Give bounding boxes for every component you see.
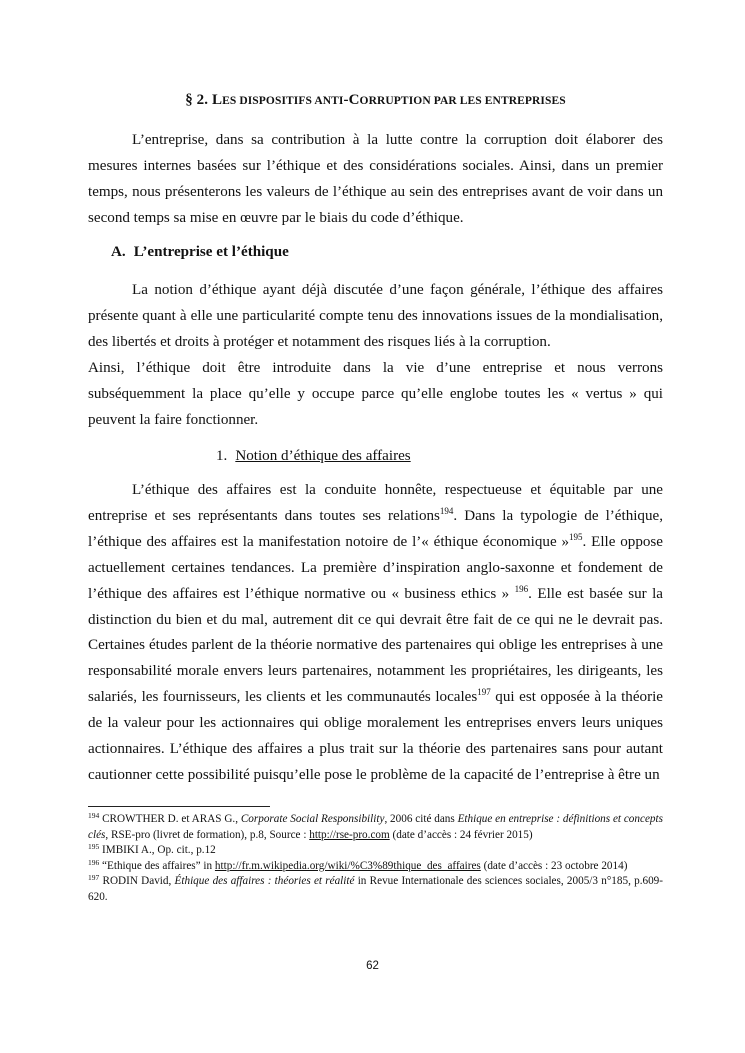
footnote-ref-194[interactable]: 194	[439, 505, 454, 516]
footnote-196-text-b: (date d’accès : 23 octobre 2014)	[480, 859, 628, 872]
footnote-ref-195[interactable]: 195	[569, 531, 583, 542]
footnote-196-link[interactable]: http://fr.m.wikipedia.org/wiki/%C3%89thique_des_affaires	[214, 859, 481, 872]
intro-block	[88, 128, 663, 232]
footnote-194-number: 194	[88, 811, 100, 820]
part-a-block	[88, 278, 663, 433]
footnote-separator	[88, 806, 270, 807]
part-1-paragraph	[88, 478, 663, 789]
part-1-text-4: . Elle est basée sur la distinction du bien et du mal, autrement dit ce qui devrait être fait de ce qui ne le devrait pas. Certaines études parlent de la théorie normative des partenaires qui oblige les entreprises à une responsabilité morale envers leurs partenaires, notamment les propriétaires, les dirigeants, les salariés, les fournisseurs, les clients et les communautés locales	[88, 585, 663, 706]
footnote-195-number: 195	[88, 842, 100, 852]
footnote-197-title: Éthique des affaires : théories et réalité	[174, 875, 355, 888]
footnote-ref-197[interactable]: 197	[477, 687, 491, 698]
part-a-paragraph-1: La notion d’éthique ayant déjà discutée d’une façon générale, l’éthique des affaires présente quant à elle une particularité compte tenu des innovations issues de la mondialisation, des libertés et droits à protéger et notamment des risques liés à la corruption.	[88, 282, 663, 350]
subsection-1-number: 1.	[216, 448, 228, 464]
part-1-text-2: . Dans la typologie de l’éthique, l’éthique des affaires est la manifestation notoire de l’« éthique économique »	[88, 507, 664, 550]
footnote-194-text-f: (date d’accès : 24 février 2015)	[389, 828, 533, 841]
subsection-1-heading	[216, 448, 411, 465]
footnote-195-text: IMBIKI A., Op. cit., p.12	[99, 844, 216, 857]
footnote-197-number: 197	[88, 873, 100, 883]
section-title-part-2: ORRUPTION PAR LES ENTREPRISES	[359, 95, 566, 107]
footnote-197-text-a: RODIN David,	[99, 875, 175, 888]
section-prefix: § 2.	[185, 92, 212, 108]
footnote-195	[88, 843, 663, 859]
footnote-194	[88, 812, 663, 843]
footnote-196-text-a: “Ethique des affaires” in	[99, 859, 215, 872]
footnote-194-text-e: , RSE-pro (livret de formation), p.8, Source :	[105, 828, 310, 841]
footnote-196	[88, 859, 663, 875]
footnotes	[88, 812, 663, 906]
subsection-1-title: Notion d’éthique des affaires	[235, 448, 411, 464]
section-title	[88, 92, 663, 109]
footnote-194-text-a: CROWTHER D. et ARAS G.,	[99, 813, 241, 825]
footnote-197	[88, 874, 663, 905]
footnote-194-source-title: Ethique en entreprise : définitions et concepts clés	[88, 813, 663, 841]
part-1-text-1: L’éthique des affaires est la conduite honnête, respectueuse et équitable par une entreprise et ses représentants dans toutes ses relations	[88, 482, 663, 524]
footnote-ref-196[interactable]: 196	[514, 583, 529, 594]
subsection-a-heading	[111, 244, 289, 261]
part-1-text-5: qui est opposée à la théorie de la valeur pour les actionnaires qui oblige moralement les entreprises envers leurs uniques actionnaires. L’éthique des affaires a plus trait sur la théorie des partenaires sans pour autant cautionner cette possibilité puisqu’elle pose le problème de la capacité de l’entreprise à être un	[88, 689, 664, 783]
part-1-text-3: . Elle oppose actuellement certaines tendances. La première d’inspiration anglo-saxonne et fondement de l’éthique des affaires est l’éthique normative ou « business ethics »	[88, 533, 663, 602]
subsection-a-title: L’entreprise et l’éthique	[133, 244, 289, 260]
part-a-paragraph-2: Ainsi, l’éthique doit être introduite dans la vie d’une entreprise et nous verrons subséquemment la place qu’elle y occupe parce qu’elle englobe toutes les « vertus » qui peuvent la faire fonctionner.	[88, 359, 663, 428]
footnote-194-link[interactable]: http://rse-pro.com	[309, 828, 390, 841]
page-number: 62	[366, 960, 379, 972]
footnote-196-number: 196	[88, 857, 100, 867]
part-1-block	[88, 478, 663, 789]
section-title-part-1: ES DISPOSITIFS ANTI	[222, 95, 344, 107]
section-title-initial-c: C	[348, 92, 360, 108]
intro-paragraph: L’entreprise, dans sa contribution à la lutte contre la corruption doit élaborer des mesures internes basées sur l’éthique et des considérations sociales. Ainsi, dans un premier temps, nous présenterons les valeurs de l’éthique au sein des entreprises avant de voir dans un second temps sa mise en œuvre par le biais du code d’éthique.	[88, 132, 663, 226]
footnote-194-text-c: , 2006 cité dans	[384, 813, 458, 825]
section-title-dash: -	[343, 92, 349, 108]
section-title-initial-l: L	[211, 92, 223, 108]
footnote-194-title: Corporate Social Responsibility	[240, 813, 385, 825]
footnote-197-text-c: in Revue Internationale des sciences sociales, 2005/3 n°185, p.609-620.	[88, 875, 663, 903]
subsection-a-label: A.	[111, 244, 126, 260]
